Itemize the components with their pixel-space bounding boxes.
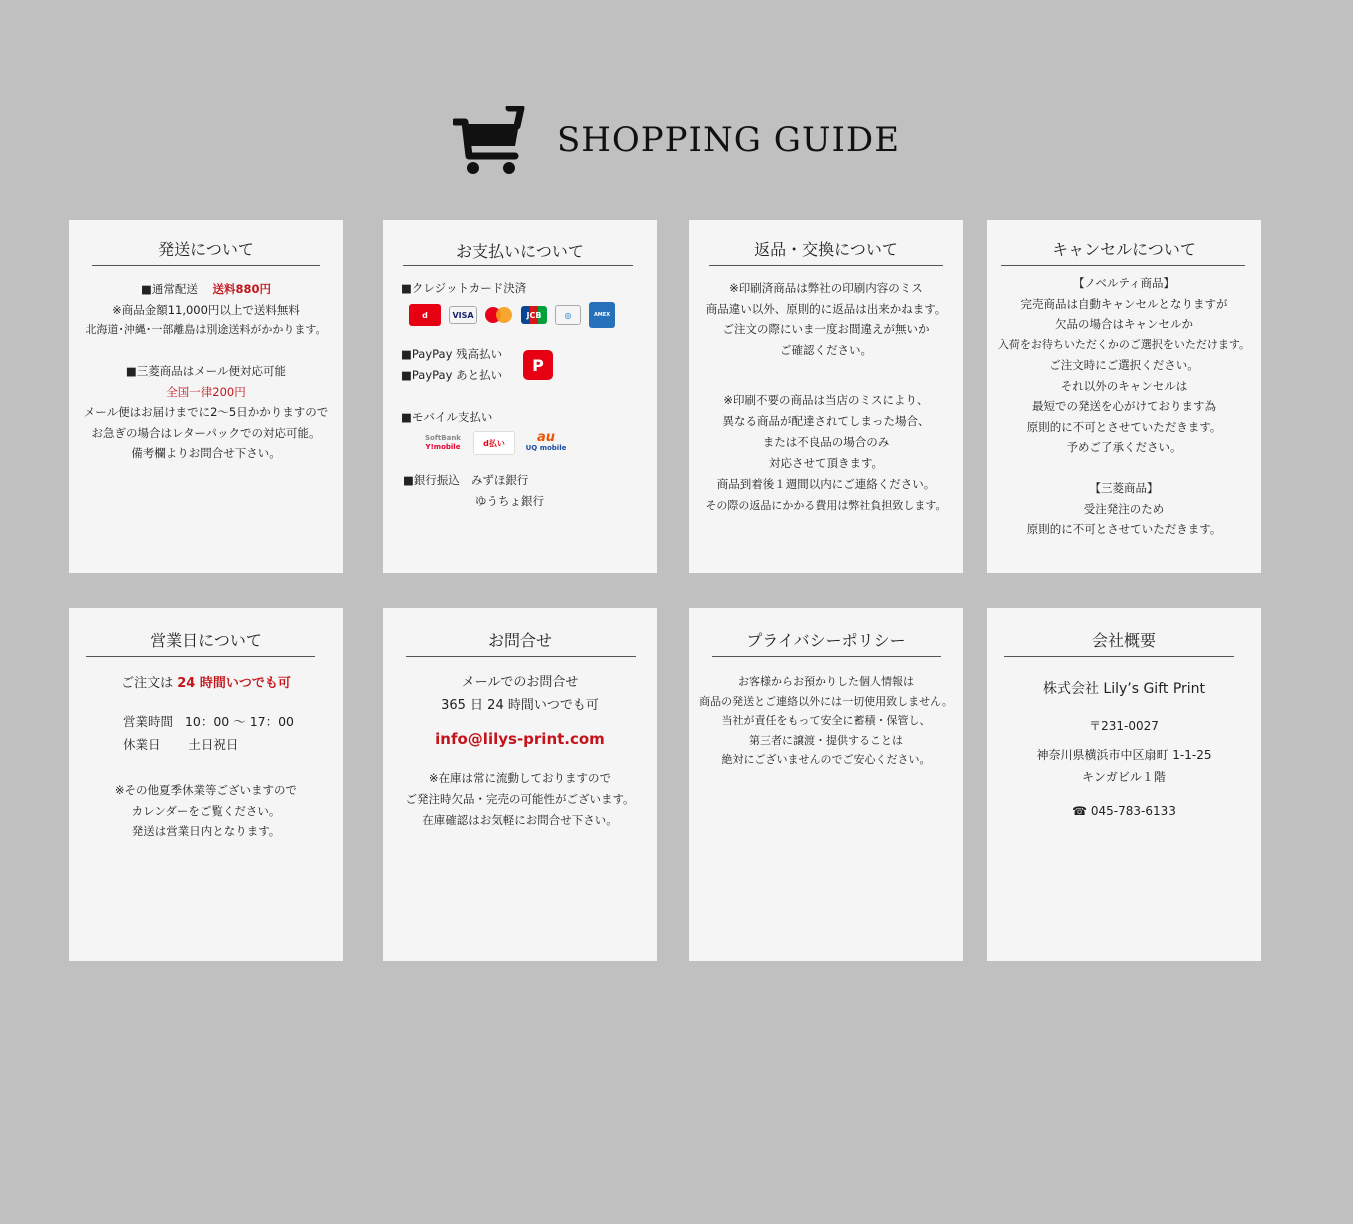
returns-line: ※印刷不要の商品は当店のミスにより、 bbox=[723, 393, 929, 407]
mail-note-2: お急ぎの場合はレターパックでの対応可能。 bbox=[91, 425, 321, 440]
cancel-line: 欠品の場合はキャンセルか bbox=[1055, 317, 1193, 331]
business-days-card bbox=[69, 608, 343, 961]
bank-label: ■銀行振込 bbox=[403, 473, 460, 487]
au-uq-logo: au UQ mobile bbox=[525, 430, 567, 452]
amex-logo: AMEX bbox=[589, 302, 615, 328]
business-hours: 営業時間 10：00 ～ 17：00 bbox=[123, 714, 295, 729]
returns-line: 商品違い以外、原則的に返品は出来かねます。 bbox=[705, 301, 947, 316]
cancel-line: 完売商品は自動キャンセルとなりますが bbox=[1020, 296, 1228, 311]
page-title: SHOPPING GUIDE bbox=[556, 120, 901, 160]
privacy-line: お客様からお預かりした個人情報は bbox=[738, 675, 914, 688]
divider bbox=[92, 265, 320, 266]
remote-area-note: 北海道･沖縄･一部離島は別途送料がかかります。 bbox=[85, 323, 327, 336]
returns-line: 商品到着後１週間以内にご連絡ください。 bbox=[716, 477, 936, 491]
divider bbox=[1001, 265, 1245, 266]
returns-line: ご確認ください。 bbox=[780, 342, 872, 357]
cancel-line: 最短での発送を心がけております為 bbox=[1032, 399, 1216, 413]
privacy-card bbox=[689, 608, 963, 961]
returns-title: 返品・交換について bbox=[754, 240, 898, 259]
cancel-line: ご注文時にご選択ください。 bbox=[1049, 358, 1199, 372]
mail-note-1: メール便はお届けまでに2～5日かかりますので bbox=[83, 405, 329, 419]
cancel-line: 【ノベルティ商品】 bbox=[1072, 276, 1176, 290]
company-title: 会社概要 bbox=[1091, 631, 1156, 650]
shipping-card bbox=[69, 220, 343, 573]
mastercard-logo bbox=[485, 306, 513, 324]
divider bbox=[86, 656, 315, 657]
diners-logo: ◎ bbox=[555, 305, 581, 325]
cancel-card bbox=[987, 220, 1261, 573]
business-note: 発送は営業日内となります。 bbox=[131, 824, 281, 838]
returns-line: ※印刷済商品は弊社の印刷内容のミス bbox=[729, 281, 923, 295]
contact-email-link[interactable]: info@lilys-print.com bbox=[435, 730, 605, 748]
bank-yucho: ゆうちょ銀行 bbox=[475, 493, 544, 508]
returns-card bbox=[689, 220, 963, 573]
contact-line: メールでのお問合せ bbox=[461, 675, 579, 690]
privacy-title: プライバシーポリシー bbox=[746, 631, 906, 650]
payment-card bbox=[383, 220, 657, 573]
returns-line: または不良品の場合のみ bbox=[762, 435, 890, 449]
divider bbox=[709, 265, 943, 266]
card-logos bbox=[409, 302, 615, 328]
contact-note: ※在庫は常に流動しておりますので bbox=[428, 771, 612, 785]
company-card bbox=[987, 608, 1261, 961]
cancel-line: 受注発注のため bbox=[1083, 501, 1165, 516]
visa-logo: VISA bbox=[449, 306, 477, 324]
company-name: 株式会社 Lily’s Gift Print bbox=[1042, 681, 1206, 697]
mitsubishi-note: ■三菱商品はメール便対応可能 bbox=[125, 364, 287, 378]
divider bbox=[1004, 656, 1234, 657]
contact-card bbox=[383, 608, 657, 961]
shipping-title: 発送について bbox=[158, 240, 254, 259]
contact-line: 365 日 24 時間いつでも可 bbox=[441, 698, 599, 713]
cancel-line: 【三菱商品】 bbox=[1089, 481, 1159, 495]
paypay-later: ■PayPay あと払い bbox=[401, 368, 503, 382]
paypay-logo: P bbox=[523, 350, 553, 380]
jcb-logo: JCB bbox=[521, 306, 547, 324]
returns-line: 異なる商品が配達されてしまった場合、 bbox=[722, 414, 930, 428]
contact-note: ご発注時欠品・完売の可能性がございます。 bbox=[405, 792, 635, 806]
returns-line: その際の返品にかかる費用は弊社負担致します。 bbox=[705, 499, 947, 512]
privacy-line: 第三者に譲渡・提供することは bbox=[749, 733, 903, 747]
credit-card-label: ■クレジットカード決済 bbox=[401, 281, 527, 295]
contact-note: 在庫確認はお気軽にお問合せ下さい。 bbox=[422, 813, 618, 827]
mitsubishi-price: 全国一律200円 bbox=[166, 384, 246, 399]
returns-line: ご注文の際にいま一度お間違えが無いか bbox=[722, 322, 930, 336]
ymobile-logo: SoftBank Y!mobile bbox=[425, 434, 461, 451]
d-payment-logo: d bbox=[409, 304, 441, 326]
company-address: 神奈川県横浜市中区扇町 1-1-25 bbox=[1036, 748, 1212, 762]
holidays: 休業日 土日祝日 bbox=[123, 737, 239, 752]
company-address: キンガビル１階 bbox=[1082, 770, 1166, 784]
company-phone: ☎ 045-783-6133 bbox=[1072, 804, 1176, 818]
mobile-logos bbox=[421, 430, 569, 456]
regular-shipping: ■通常配送 送料880円 bbox=[140, 282, 271, 296]
mail-note-3: 備考欄よりお問合せ下さい。 bbox=[131, 446, 281, 460]
shopping-guide-header bbox=[0, 100, 1353, 180]
order-anytime: ご注文は 24 時間いつでも可 bbox=[121, 676, 291, 691]
cancel-line: 原則的に不可とさせていただきます。 bbox=[1026, 419, 1222, 434]
d-barai-logo: d払い bbox=[473, 431, 515, 455]
shopping-cart-icon bbox=[453, 106, 527, 174]
payment-title: お支払いについて bbox=[456, 242, 584, 261]
contact-title: お問合せ bbox=[487, 631, 552, 650]
privacy-line: 商品の発送とご連絡以外には一切使用致しません。 bbox=[699, 694, 953, 708]
company-zip: 〒231-0027 bbox=[1089, 719, 1159, 733]
business-title: 営業日について bbox=[150, 631, 262, 650]
privacy-line: 絶対にございませんのでご安心ください。 bbox=[721, 753, 931, 766]
cancel-title: キャンセルについて bbox=[1052, 240, 1196, 259]
business-note: ※その他夏季休業等ございますので bbox=[114, 783, 298, 797]
free-shipping-note: ※商品金額11,000円以上で送料無料 bbox=[112, 302, 300, 317]
mobile-payment-label: ■モバイル支払い bbox=[401, 410, 493, 424]
privacy-line: 当社が責任をもって安全に蓄積・保管し、 bbox=[721, 714, 931, 727]
cancel-line: 予めご了承ください。 bbox=[1066, 440, 1182, 454]
cancel-line: 入荷をお待ちいただくかのご選択をいただけます。 bbox=[997, 337, 1251, 351]
divider bbox=[406, 656, 636, 657]
business-note: カレンダーをご覧ください。 bbox=[131, 803, 281, 818]
divider bbox=[712, 656, 941, 657]
cancel-line: それ以外のキャンセルは bbox=[1060, 378, 1188, 393]
paypay-balance: ■PayPay 残高払い bbox=[401, 347, 503, 361]
bank-mizuho: みずほ銀行 bbox=[470, 473, 529, 487]
cancel-line: 原則的に不可とさせていただきます。 bbox=[1026, 522, 1222, 536]
divider bbox=[403, 265, 633, 266]
returns-line: 対応させて頂きます。 bbox=[768, 456, 884, 470]
